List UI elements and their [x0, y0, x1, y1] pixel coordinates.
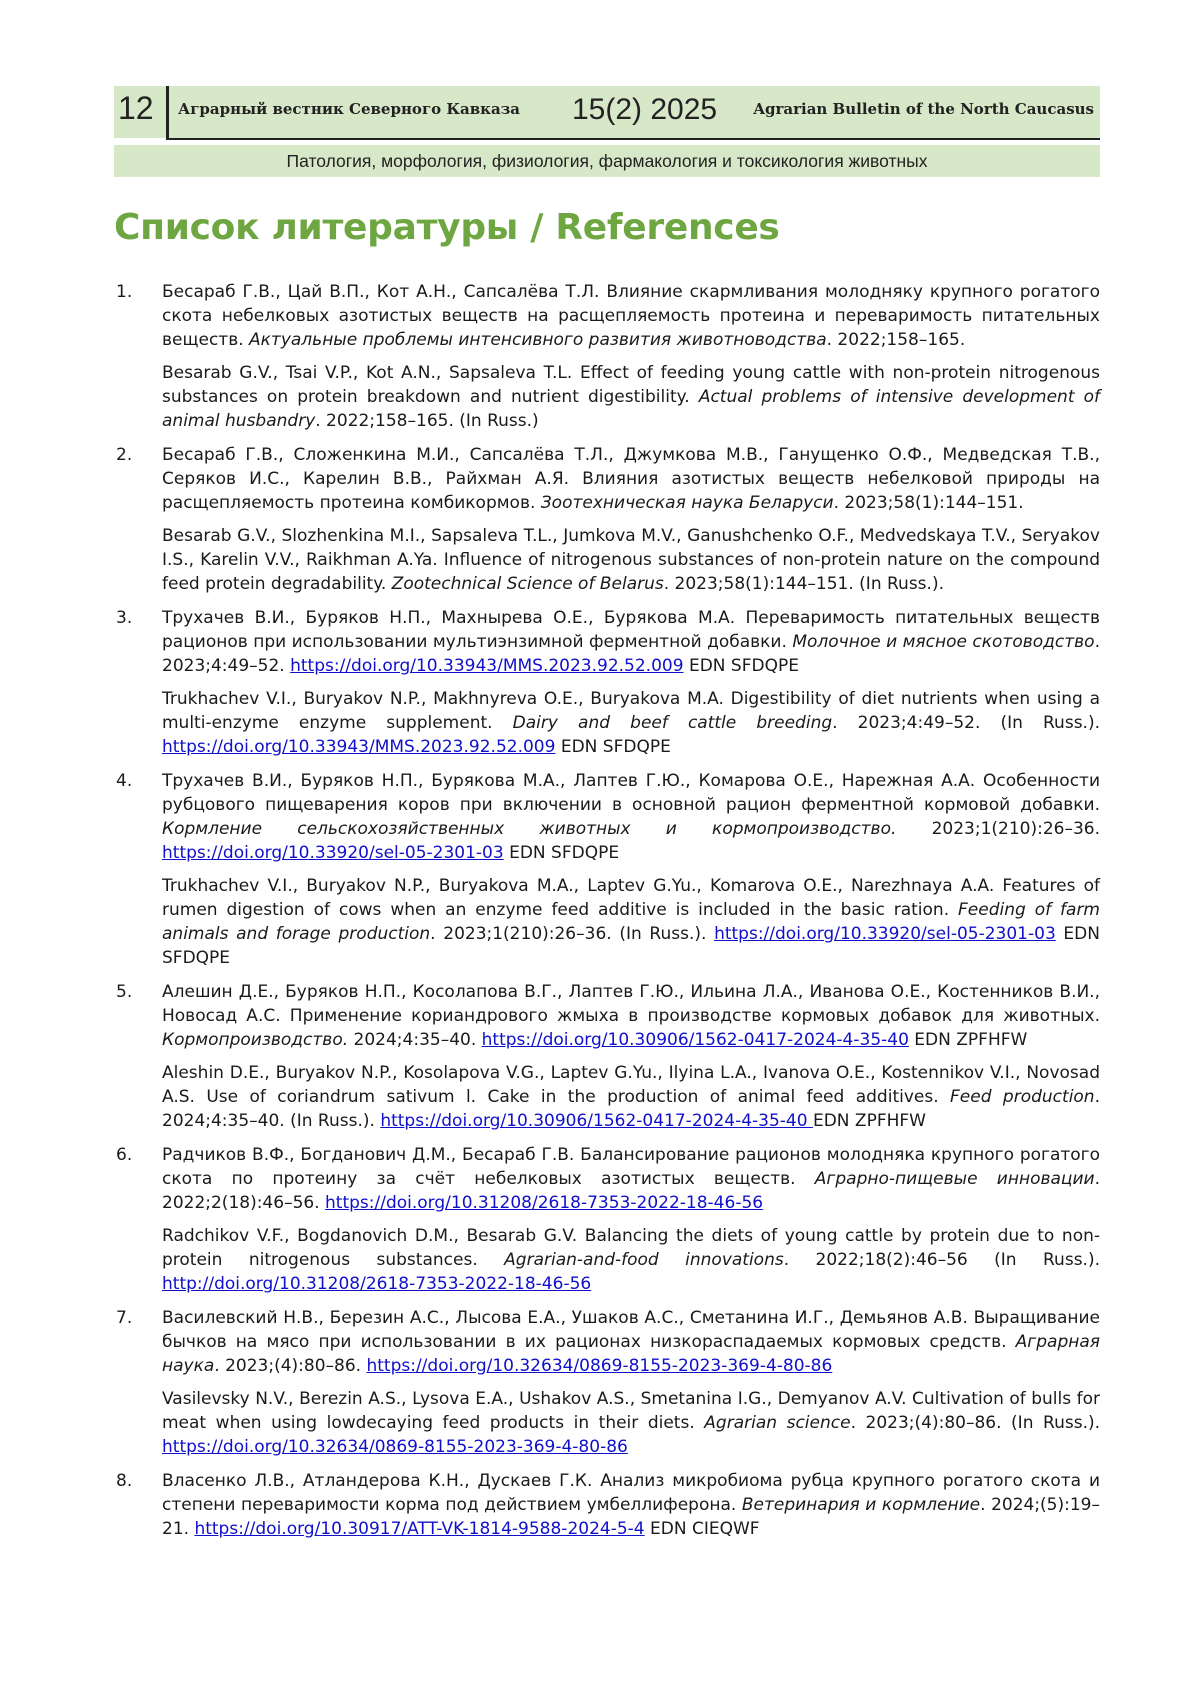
reference-journal: Актуальные проблемы интенсивного развития животноводства — [249, 330, 827, 350]
reference-details: . 2022;2(18):46–56. — [162, 1169, 1100, 1213]
reference-authors-title: Trukhachev V.I., Buryakov N.P., Makhnyreva O.E., Buryakova M.A. Digestibility of diet nutrients when using a multi-enzyme enzyme supplement. — [162, 689, 1100, 733]
reference-journal: Молочное и мясное скотоводство — [792, 632, 1095, 652]
reference-journal: Actual problems of intensive development of animal husbandry — [162, 387, 1101, 431]
reference-authors-title: Бесараб Г.В., Сложенкина М.И., Сапсалёва Т.Л., Джумкова М.В., Ганущенко О.Ф., Медведская Т.В., Серяков И.С., Карелин В.В., Райхман А.Я. Влияния азотистых веществ небелковой природы на расщепляемость протеина комбикормов. — [162, 445, 1100, 513]
doi-link[interactable]: https://doi.org/10.30906/1562-0417-2024-4-35-40 — [380, 1111, 813, 1131]
doi-link[interactable]: https://doi.org/10.32634/0869-8155-2023-369-4-80-86 — [162, 1437, 628, 1457]
reference-authors-title: Трухачев В.И., Буряков Н.П., Бурякова М.А., Лаптев Г.Ю., Комарова О.Е., Нарежная А.А. Особенности рубцового пищеварения коров при включении в основной рацион ферментной кормовой добавки. — [162, 771, 1100, 815]
journal-title-en: Agrarian Bulletin of the North Caucasus — [753, 100, 1094, 118]
reference-journal: Аграрная наука — [162, 1332, 1100, 1376]
edn-id: EDN SFDQPE — [555, 737, 671, 757]
reference-entry-en — [162, 1061, 1100, 1133]
reference-item — [114, 1306, 1100, 1459]
reference-item — [114, 443, 1100, 596]
reference-details: . 2022;18(2):46–56 (In Russ.). — [783, 1250, 1100, 1270]
running-header — [114, 86, 1100, 138]
reference-authors-title: Василевский Н.В., Березин А.С., Лысова Е.А., Ушаков А.С., Сметанина И.Г., Демьянов А.В. Выращивание бычков на мясо при использовании в их рационах низкораспадаемых кормовых средств. — [162, 1308, 1100, 1352]
reference-details: . 2022;158–165. — [826, 330, 966, 350]
reference-number: 5. — [116, 982, 133, 1002]
reference-journal: Agrarian science — [704, 1413, 851, 1433]
doi-link[interactable]: https://doi.org/10.30917/ATT-VK-1814-9588-2024-5-4 — [194, 1519, 645, 1539]
section-title: Патология, морфология, физиология, фармакология и токсикология животных — [114, 145, 1100, 177]
reference-entry-en — [162, 687, 1100, 759]
reference-number: 2. — [116, 445, 133, 465]
reference-journal: Feed production — [950, 1087, 1095, 1107]
reference-details: . 2023;(4):80–86. — [214, 1356, 367, 1376]
reference-entry-ru — [162, 1306, 1100, 1378]
journal-title-ru: Аграрный вестник Северного Кавказа — [178, 100, 520, 118]
reference-item — [114, 606, 1100, 759]
header-divider — [166, 86, 169, 138]
reference-journal: Zootechnical Science of Belarus — [391, 574, 664, 594]
edn-id: EDN SFDQPE — [162, 924, 1100, 968]
reference-item — [114, 769, 1100, 970]
reference-number: 4. — [116, 771, 133, 791]
reference-details: . 2024;4:35–40. (In Russ.). — [162, 1087, 1100, 1131]
doi-link[interactable]: https://doi.org/10.33943/MMS.2023.92.52.009 — [290, 656, 684, 676]
reference-details: . 2024;(5):19–21. — [162, 1495, 1100, 1539]
reference-number: 7. — [116, 1308, 133, 1328]
reference-entry-ru — [162, 980, 1100, 1052]
reference-authors-title: Власенко Л.В., Атландерова К.Н., Дускаев Г.К. Анализ микробиома рубца крупного рогатого скота и степени переваримости корма под действием умбеллиферона. — [162, 1471, 1100, 1515]
references-heading: Список литературы / References — [114, 207, 780, 248]
doi-link[interactable]: https://doi.org/10.33920/sel-05-2301-03 — [162, 843, 504, 863]
reference-journal: Кормопроизводство. — [162, 1030, 349, 1050]
reference-item — [114, 280, 1100, 433]
reference-item — [114, 980, 1100, 1133]
reference-entry-en — [162, 361, 1100, 433]
reference-journal: Agrarian-and-food innovations — [504, 1250, 784, 1270]
reference-authors-title: Радчиков В.Ф., Богданович Д.М., Бесараб Г.В. Балансирование рационов молодняка крупного рогатого скота по протеину за счёт небелковых азотистых веществ. — [162, 1145, 1100, 1189]
reference-details: . 2022;158–165. (In Russ.) — [315, 411, 539, 431]
reference-entry-ru — [162, 1143, 1100, 1215]
issue-number: 15(2) 2025 — [572, 93, 718, 126]
reference-journal: Feeding of farm animals and forage production — [162, 900, 1100, 944]
reference-journal: Dairy and beef cattle breeding — [512, 713, 833, 733]
doi-link[interactable]: https://doi.org/10.31208/2618-7353-2022-18-46-56 — [325, 1193, 764, 1213]
reference-number: 1. — [116, 282, 133, 302]
doi-link[interactable]: https://doi.org/10.32634/0869-8155-2023-369-4-80-86 — [366, 1356, 833, 1376]
edn-id: EDN ZPFHFW — [812, 1111, 926, 1131]
reference-details: . 2023;1(210):26–36. (In Russ.). — [430, 924, 715, 944]
reference-item — [114, 1469, 1100, 1541]
reference-authors-title: Trukhachev V.I., Buryakov N.P., Buryakova M.A., Laptev G.Yu., Komarova O.E., Narezhnaya A.A. Features of rumen digestion of cows when an enzyme feed additive is included in the basic ration. — [162, 876, 1100, 920]
header-rule — [166, 138, 1100, 140]
reference-entry-ru — [162, 769, 1100, 865]
reference-authors-title: Besarab G.V., Slozhenkina M.I., Sapsaleva T.L., Jumkova M.V., Ganushchenko O.F., Medvedskaya T.V., Seryakov I.S., Karelin V.V., Raikhman A.Ya. Influence of nitrogenous substances of non-protein nature on the compound feed protein degradability. — [162, 526, 1100, 594]
reference-journal: Ветеринария и кормление — [741, 1495, 981, 1515]
references-list — [114, 280, 1100, 1551]
reference-authors-title: Алешин Д.Е., Буряков Н.П., Косолапова В.Г., Лаптев Г.Ю., Ильина Л.А., Иванова О.Е., Костенников В.И., Новосад А.С. Применение кориандрового жмыха в производстве кормовых добавок для животных. — [162, 982, 1100, 1026]
reference-authors-title: Radchikov V.F., Bogdanovich D.M., Besarab G.V. Balancing the diets of young cattle by protein due to non-protein nitrogenous substances. — [162, 1226, 1100, 1270]
reference-journal: Аграрно-пищевые инновации — [814, 1169, 1095, 1189]
reference-entry-ru — [162, 1469, 1100, 1541]
reference-journal: Зоотехническая наука Беларуси — [540, 493, 834, 513]
edn-id: EDN CIEQWF — [644, 1519, 760, 1539]
reference-details: 2024;4:35–40. — [348, 1030, 482, 1050]
reference-authors-title: Vasilevsky N.V., Berezin A.S., Lysova E.A., Ushakov A.S., Smetanina I.G., Demyanov A.V. Cultivation of bulls for meat when using lowdecaying feed products in their diets. — [162, 1389, 1100, 1433]
doi-link[interactable]: https://doi.org/10.30906/1562-0417-2024-4-35-40 — [481, 1030, 909, 1050]
reference-authors-title: Aleshin D.E., Buryakov N.P., Kosolapova V.G., Laptev G.Yu., Ilyina L.A., Ivanova O.E., Kostennikov V.I., Novosad A.S. Use of coriandrum sativum l. Cake in the production of animal feed additives. — [162, 1063, 1100, 1107]
reference-details: . 2023;4:49–52. (In Russ.). — [832, 713, 1100, 733]
doi-link[interactable]: https://doi.org/10.33943/MMS.2023.92.52.009 — [162, 737, 556, 757]
reference-authors-title: Besarab G.V., Tsai V.P., Kot A.N., Sapsaleva T.L. Effect of feeding young cattle with non-protein nitrogenous substances on protein breakdown and nutrient digestibility. — [162, 363, 1100, 407]
reference-details: . 2023;(4):80–86. (In Russ.). — [850, 1413, 1101, 1433]
reference-entry-en — [162, 1387, 1100, 1459]
reference-details: . 2023;58(1):144–151. — [833, 493, 1024, 513]
reference-details: . 2023;4:49–52. — [162, 632, 1100, 676]
page-number: 12 — [118, 90, 154, 126]
edn-id: EDN SFDQPE — [503, 843, 620, 863]
doi-link[interactable]: http://doi.org/10.31208/2618-7353-2022-18-46-56 — [162, 1274, 592, 1294]
reference-entry-en — [162, 1224, 1100, 1296]
reference-journal: Кормление сельскохозяйственных животных и кормопроизводство. — [162, 819, 897, 839]
reference-entry-ru — [162, 443, 1100, 515]
reference-number: 3. — [116, 608, 133, 628]
reference-entry-ru — [162, 606, 1100, 678]
edn-id: EDN SFDQPE — [683, 656, 799, 676]
reference-authors-title: Бесараб Г.В., Цай В.П., Кот А.Н., Сапсалёва Т.Л. Влияние скармливания молодняку крупного рогатого скота небелковых азотистых веществ на расщепляемость протеина и переваримость питательных веществ. — [162, 282, 1100, 350]
reference-authors-title: Трухачев В.И., Буряков Н.П., Махнырева О.Е., Бурякова М.А. Переваримость питательных веществ рационов при использовании мультиэнзимной ферментной добавки. — [162, 608, 1100, 652]
reference-item — [114, 1143, 1100, 1296]
reference-number: 8. — [116, 1471, 133, 1491]
reference-entry-ru — [162, 280, 1100, 352]
doi-link[interactable]: https://doi.org/10.33920/sel-05-2301-03 — [714, 924, 1056, 944]
reference-details: 2023;1(210):26–36. — [896, 819, 1100, 839]
reference-number: 6. — [116, 1145, 133, 1165]
reference-entry-en — [162, 524, 1100, 596]
edn-id: EDN ZPFHFW — [908, 1030, 1028, 1050]
reference-entry-en — [162, 874, 1100, 970]
reference-details: . 2023;58(1):144–151. (In Russ.). — [663, 574, 944, 594]
